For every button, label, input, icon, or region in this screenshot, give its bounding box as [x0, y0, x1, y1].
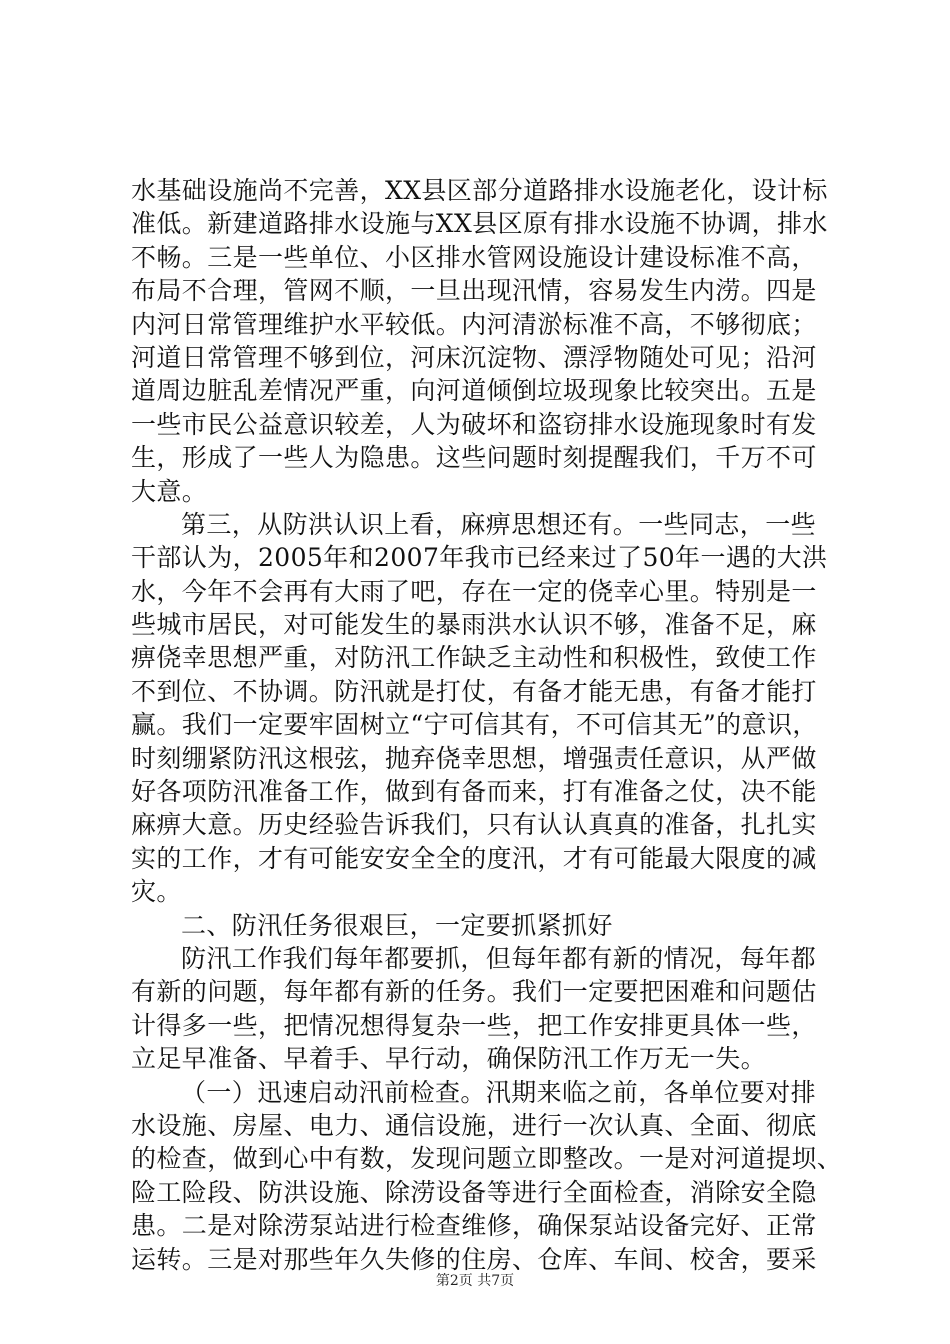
text-line: 布局不合理，管网不顺，一旦出现汛情，容易发生内涝。四是: [131, 276, 817, 306]
text-line: 的检查，做到心中有数，发现问题立即整改。一是对河道提坝、: [131, 1144, 843, 1174]
text-line: 有新的问题，每年都有新的任务。我们一定要把困难和问题估: [131, 977, 817, 1007]
text-line: 麻痹大意。历史经验告诉我们，只有认认真真的准备，扎扎实: [131, 810, 817, 840]
section-heading: 二、防汛任务很艰巨，一定要抓紧抓好: [181, 910, 613, 940]
text-line: 防汛工作我们每年都要抓，但每年都有新的情况，每年都: [181, 943, 817, 973]
text-line: 水设施、房屋、电力、通信设施，进行一次认真、全面、彻底: [131, 1110, 817, 1140]
text-line: 好各项防汛准备工作，做到有备而来，打有准备之仗，决不能: [131, 777, 817, 807]
text-line: 水基础设施尚不完善，XX县区部分道路排水设施老化，设计标: [131, 176, 828, 205]
text-line: 立足早准备、早着手、早行动，确保防汛工作万无一失。: [131, 1044, 767, 1074]
text-line: 实的工作，才有可能安安全全的度汛，才有可能最大限度的减: [131, 843, 817, 873]
text-line: （一）迅速启动汛前检查。汛期来临之前，各单位要对排: [181, 1077, 817, 1107]
text-line: 大意。: [131, 476, 208, 506]
text-line: 不畅。三是一些单位、小区排水管网设施设计建设标准不高，: [131, 242, 817, 272]
text-line: 赢。我们一定要牢固树立“宁可信其有，不可信其无”的意识，: [131, 710, 818, 740]
text-line: 一些市民公益意识较差，人为破坏和盗窃排水设施现象时有发: [131, 409, 817, 439]
page-footer: 第2页 共7页: [435, 1273, 515, 1289]
text-line: 时刻绷紧防汛这根弦，抛弃侥幸思想，增强责任意识，从严做: [131, 743, 817, 773]
text-line: 内河日常管理维护水平较低。内河清淤标准不高，不够彻底；: [131, 309, 817, 339]
text-line: 灾。: [131, 877, 182, 907]
body-text: [131, 174, 843, 1276]
text-line: 干部认为，2005年和2007年我市已经来过了50年一遇的大洪: [131, 543, 828, 573]
text-line: 痹侥幸思想严重，对防汛工作缺乏主动性和积极性，致使工作: [131, 643, 817, 673]
text-line: 计得多一些，把情况想得复杂一些，把工作安排更具体一些，: [131, 1010, 817, 1040]
text-line: 生，形成了一些人为隐患。这些问题时刻提醒我们，千万不可: [131, 443, 817, 473]
text-line: 患。二是对除涝泵站进行检查维修，确保泵站设备完好、正常: [131, 1211, 817, 1241]
text-line: 准低。新建道路排水设施与XX县区原有排水设施不协调，排水: [131, 209, 828, 239]
text-line: 第三，从防洪认识上看，麻痹思想还有。一些同志，一些: [181, 509, 817, 539]
text-line: 险工险段、防洪设施、除涝设备等进行全面检查，消除安全隐: [131, 1177, 817, 1207]
text-line: 水，今年不会再有大雨了吧，存在一定的侥幸心里。特别是一: [131, 576, 817, 606]
text-line: 些城市居民，对可能发生的暴雨洪水认识不够，准备不足，麻: [131, 610, 817, 640]
text-line: 道周边脏乱差情况严重，向河道倾倒垃圾现象比较突出。五是: [131, 376, 817, 406]
text-line: 河道日常管理不够到位，河床沉淀物、漂浮物随处可见；沿河: [131, 342, 817, 372]
text-line: 不到位、不协调。防汛就是打仗，有备才能无患，有备才能打: [131, 676, 817, 706]
text-line: 运转。三是对那些年久失修的住房、仓库、车间、校舍，要采: [131, 1244, 817, 1274]
